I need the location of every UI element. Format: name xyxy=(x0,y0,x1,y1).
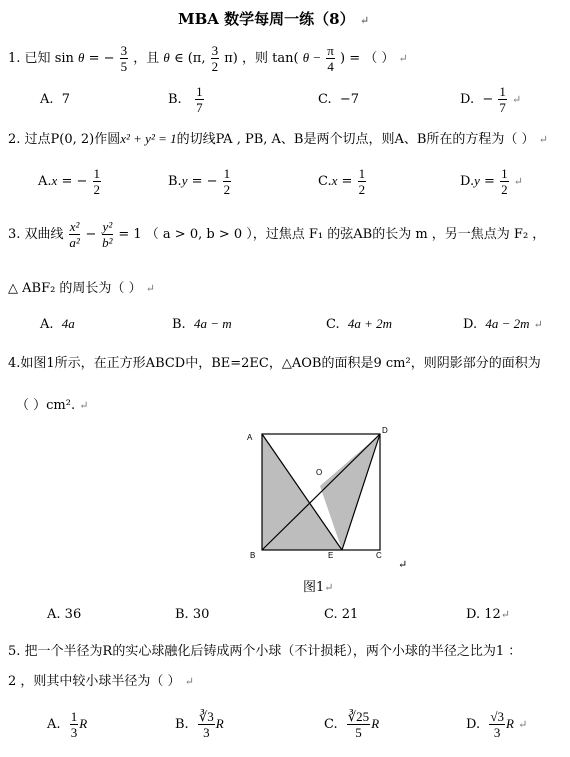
point-label-c: C xyxy=(376,551,382,560)
q1-theta-minus: θ − xyxy=(302,50,322,65)
option-var: x xyxy=(51,173,58,188)
return-mark: ↵ xyxy=(512,93,522,106)
point-label-a: A xyxy=(247,433,253,442)
question-4-stem xyxy=(8,352,541,371)
q1-theta-2: θ xyxy=(163,50,170,65)
title-text: MBA 数学每周一练（8） xyxy=(178,10,355,28)
option-label: B. xyxy=(172,317,186,332)
option-eq: = xyxy=(484,174,495,189)
option-value: 4a − m xyxy=(193,316,232,331)
fraction-numerator: 1 xyxy=(223,166,231,181)
option-value: 7 xyxy=(61,92,71,107)
option-label: B. xyxy=(175,717,189,732)
page-title xyxy=(178,8,369,29)
q4-option-b[interactable] xyxy=(175,607,209,622)
q3-minus: − xyxy=(85,227,97,242)
q3-stem-mid: ，过焦点 F₁ 的弦AB的长为 m ，另一焦点为 F₂ ， xyxy=(252,227,546,242)
return-mark: ↵ xyxy=(324,581,334,594)
q5-line2-text: 2 ，则其中较小球半径为（ ） xyxy=(8,674,181,689)
fraction-numerator: 1 xyxy=(196,84,203,99)
option-label: C. xyxy=(324,717,338,732)
option-value: 4a xyxy=(61,316,75,331)
q2-option-a-fraction xyxy=(93,166,102,197)
fraction-numerator: 1 xyxy=(499,84,506,99)
option-value: 30 xyxy=(192,607,210,622)
fraction-numerator: 1 xyxy=(93,166,101,181)
return-mark: ↵ xyxy=(500,608,510,621)
return-mark: ↵ xyxy=(398,52,408,65)
option-eq: = − xyxy=(61,174,88,189)
fraction-denominator: 2 xyxy=(211,59,219,74)
q5-option-b-fraction xyxy=(198,709,215,740)
figure-1-square-diagram xyxy=(240,420,420,570)
option-value: 12 xyxy=(484,607,501,622)
option-value: 4a − 2m xyxy=(485,316,530,331)
q2-option-d-fraction xyxy=(500,166,509,197)
q5-option-c-fraction xyxy=(347,709,370,740)
fraction-denominator: 4 xyxy=(327,59,334,74)
option-suffix: R xyxy=(215,716,224,731)
option-label: C. xyxy=(318,92,332,107)
figure-caption xyxy=(303,576,334,595)
fraction-numerator: π xyxy=(327,43,334,58)
q1-fraction-3-2 xyxy=(211,43,220,74)
q3-option-b[interactable] xyxy=(172,316,232,332)
fraction-numerator: ∛25 xyxy=(347,709,370,724)
q1-interval-open: ∈ (π, xyxy=(173,51,206,66)
point-label-d: D xyxy=(382,426,388,435)
return-mark: ↵ xyxy=(184,675,194,688)
fraction-numerator: 1 xyxy=(70,709,78,724)
option-value: 36 xyxy=(64,607,82,622)
question-2-stem xyxy=(8,128,548,147)
figure-caption-text: 图1 xyxy=(303,580,325,595)
return-mark: ↵ xyxy=(359,14,370,27)
q3-option-a[interactable] xyxy=(40,316,75,332)
option-suffix: R xyxy=(79,716,88,731)
q1-interval-close: π) xyxy=(224,51,238,66)
q1-then: ，则 tan( xyxy=(242,51,299,66)
question-3-line2 xyxy=(8,277,155,296)
q3-option-c[interactable] xyxy=(326,316,392,332)
return-mark: ↵ xyxy=(145,282,155,295)
fraction-denominator: 2 xyxy=(501,182,508,197)
return-mark: ↵ xyxy=(533,318,543,331)
option-label: B. xyxy=(175,607,189,622)
question-3-stem xyxy=(8,215,545,255)
fraction-denominator: a² xyxy=(69,235,80,250)
q1-option-b-fraction xyxy=(195,84,204,115)
q1-cond: ，且 xyxy=(133,51,160,66)
option-label: A. xyxy=(40,317,54,332)
q2-rest: 的切线PA , PB, A、B是两个切点，则A、B所在的方程为（ ） xyxy=(176,132,535,147)
q2-option-a[interactable] xyxy=(38,163,102,200)
option-value: 21 xyxy=(341,607,359,622)
option-label: D. xyxy=(466,607,481,622)
point-label-e: E xyxy=(328,551,334,560)
option-label: A. xyxy=(40,92,54,107)
fraction-numerator: y² xyxy=(102,219,113,234)
q1-theta: θ xyxy=(78,50,85,65)
q4-option-d[interactable] xyxy=(466,607,510,622)
option-eq: = − xyxy=(191,174,218,189)
fraction-numerator: x² xyxy=(69,219,80,234)
option-label: A. xyxy=(47,607,61,622)
option-label: D. xyxy=(463,317,478,332)
fraction-denominator: 5 xyxy=(120,59,128,74)
q1-option-a[interactable] xyxy=(40,82,70,118)
q5-option-c[interactable] xyxy=(324,704,379,745)
return-mark: ↵ xyxy=(518,718,528,731)
option-value: −7 xyxy=(339,92,360,107)
option-suffix: R xyxy=(506,716,514,731)
q1-prefix: 1. 已知 xyxy=(8,51,51,66)
fraction-numerator: ∛3 xyxy=(198,709,214,724)
fraction-denominator: 7 xyxy=(499,100,506,115)
option-var: y xyxy=(181,173,188,188)
fraction-denominator: 2 xyxy=(358,182,366,197)
q1-fraction-3-5 xyxy=(120,43,129,74)
fraction-denominator: b² xyxy=(102,235,113,250)
q1-option-d[interactable] xyxy=(460,82,521,118)
q2-circle-equation: x² + y² = 1 xyxy=(120,131,177,146)
q2-option-c[interactable] xyxy=(318,163,367,200)
q5-option-d-fraction xyxy=(489,709,505,740)
option-label: D. xyxy=(460,174,475,189)
point-label-b: B xyxy=(250,551,256,560)
q5-option-a[interactable] xyxy=(47,704,87,745)
return-mark: ↵ xyxy=(79,399,89,412)
q4-stem-text: 4.如图1所示，在正方形ABCD中，BE=2EC，△AOB的面积是9 cm²，则阴影部分的面积为 xyxy=(8,356,541,371)
option-label: D. xyxy=(466,717,481,732)
q1-close: ) = （ ） xyxy=(340,51,395,66)
q3-condition: （ a > 0, b > 0 ） xyxy=(145,227,253,242)
q5-option-a-fraction xyxy=(70,709,79,740)
fraction-numerator: 1 xyxy=(358,166,366,181)
fraction-denominator: 3 xyxy=(203,725,210,740)
q2-option-b-fraction xyxy=(223,166,232,197)
return-mark: ↵ xyxy=(538,133,548,146)
question-1-stem xyxy=(8,38,408,79)
q2-option-c-fraction xyxy=(358,166,367,197)
fraction-denominator: 7 xyxy=(196,100,203,115)
q1-fraction-pi-4 xyxy=(326,43,335,74)
fraction-numerator: √3 xyxy=(490,709,504,724)
question-4-line2 xyxy=(16,394,88,413)
option-suffix: R xyxy=(371,716,380,731)
q5-option-b[interactable] xyxy=(175,704,224,745)
fraction-numerator: 3 xyxy=(120,43,128,58)
q3-fraction-y2-b2 xyxy=(102,219,114,250)
return-mark: ↵ xyxy=(398,558,408,570)
option-label: B. xyxy=(168,92,182,107)
q4-option-c[interactable] xyxy=(324,607,358,622)
option-label: C. xyxy=(324,607,338,622)
option-var: x xyxy=(331,173,338,188)
q3-prefix: 3. 双曲线 xyxy=(8,227,64,242)
q3-line2-text: △ ABF₂ 的周长为（ ） xyxy=(8,281,142,296)
option-label: C. xyxy=(326,317,340,332)
q4-option-a[interactable] xyxy=(47,607,81,622)
q3-fraction-x2-a2 xyxy=(69,219,81,250)
option-eq: = xyxy=(341,174,353,189)
q1-eq-minus: = − xyxy=(88,51,115,66)
fraction-numerator: 1 xyxy=(501,166,508,181)
q1-option-d-fraction xyxy=(498,84,507,115)
fraction-denominator: 2 xyxy=(223,182,231,197)
fraction-denominator: 2 xyxy=(93,182,101,197)
q2-prefix: 2. 过点P(0, 2)作圆 xyxy=(8,132,121,147)
option-sign: − xyxy=(482,92,494,107)
option-label: A. xyxy=(38,174,52,189)
option-var: y xyxy=(474,173,480,188)
option-value: 4a + 2m xyxy=(347,316,393,331)
q3-option-d[interactable] xyxy=(463,316,543,332)
question-5-stem xyxy=(8,640,521,659)
option-label: C. xyxy=(318,174,332,189)
fraction-denominator: 3 xyxy=(493,725,501,740)
q1-option-c[interactable] xyxy=(318,82,359,118)
q3-eq1: = 1 xyxy=(118,227,142,242)
option-label: A. xyxy=(47,717,61,732)
option-label: B. xyxy=(168,174,182,189)
q2-option-b[interactable] xyxy=(168,163,232,200)
q4-line2-text: （ ）cm². xyxy=(16,398,76,413)
q1-option-b[interactable] xyxy=(168,82,205,118)
q1-sin: sin xyxy=(54,51,74,66)
return-mark: ↵ xyxy=(513,175,523,188)
q5-option-d[interactable] xyxy=(466,704,527,745)
q5-stem-text: 5. 把一个半径为R的实心球融化后铸成两个小球（不计损耗），两个小球的半径之比为1 ： xyxy=(8,644,522,659)
q2-option-d[interactable] xyxy=(460,163,523,200)
fraction-numerator: 3 xyxy=(211,43,219,58)
fraction-denominator: 5 xyxy=(355,725,362,740)
point-label-o: O xyxy=(316,468,323,477)
question-5-line2 xyxy=(8,670,194,689)
option-label: D. xyxy=(460,92,475,107)
fraction-denominator: 3 xyxy=(70,725,78,740)
